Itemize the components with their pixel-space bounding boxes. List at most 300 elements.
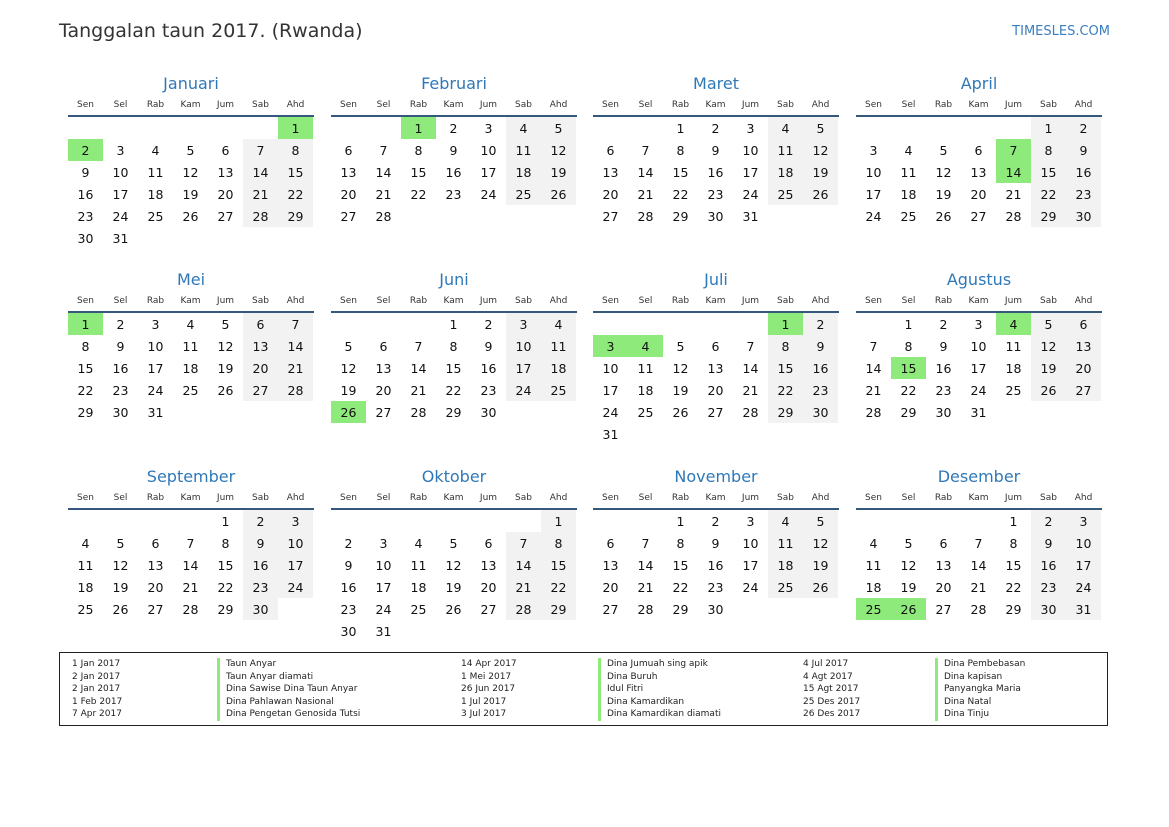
day-cell: 21 — [637, 579, 654, 595]
weekend-day-cell: 19 — [803, 554, 838, 576]
weekday-label: Kam — [180, 296, 201, 306]
day-cell: 20 — [340, 186, 357, 202]
weekend-day-cell: 9 — [1066, 139, 1101, 161]
day-cell: 15 — [410, 164, 427, 180]
day-cell: 26 — [672, 404, 689, 420]
day-cell: 14 — [970, 557, 987, 573]
day-cell: 11 — [865, 557, 882, 573]
weekend-day-cell: 22 — [541, 576, 576, 598]
empty-cell — [366, 313, 401, 335]
day-cell: 10 — [742, 535, 759, 551]
day-cell: 7 — [379, 142, 388, 158]
day-cell: 17 — [970, 360, 987, 376]
weekend-day-cell: 15 — [1031, 161, 1066, 183]
weekday-label: Sen — [340, 100, 357, 110]
weekday-header — [593, 95, 839, 117]
day-cell: 1 — [676, 120, 685, 136]
day-cell: 21 — [970, 579, 987, 595]
day-cell: 15 — [1005, 557, 1022, 573]
weekday-label: Kam — [180, 100, 201, 110]
day-cell: 8 — [221, 535, 230, 551]
day-cell: 5 — [344, 338, 353, 354]
day-cell: 5 — [676, 338, 685, 354]
day-cell: 27 — [602, 208, 619, 224]
day-cell: 16 — [340, 579, 357, 595]
day-cell: 28 — [410, 404, 427, 420]
day-cell: 17 — [742, 164, 759, 180]
weekday-label: Kam — [968, 296, 989, 306]
weekday-label: Sen — [77, 100, 94, 110]
holiday-day-cell: 14 — [996, 161, 1031, 183]
weekday-label: Rab — [934, 296, 953, 306]
weekday-header — [593, 488, 839, 510]
month-name: September — [146, 467, 236, 486]
day-cell: 23 — [340, 601, 357, 617]
holiday-date: 25 Des 2017 — [803, 696, 861, 707]
day-cell: 29 — [672, 601, 689, 617]
weekday-header — [68, 291, 314, 313]
day-cell: 28 — [182, 601, 199, 617]
day-cell: 29 — [672, 208, 689, 224]
day-cell: 14 — [182, 557, 199, 573]
day-cell: 22 — [1005, 579, 1022, 595]
day-cell: 22 — [445, 382, 462, 398]
day-cell: 17 — [742, 557, 759, 573]
day-cell: 10 — [112, 164, 129, 180]
day-cell: 1 — [221, 513, 230, 529]
day-cell: 19 — [340, 382, 357, 398]
weekend-day-cell: 25 — [768, 183, 803, 205]
weekday-label: Sab — [252, 296, 269, 306]
weekday-label: Sel — [638, 100, 653, 110]
weekend-day-cell: 13 — [1066, 335, 1101, 357]
holiday-date: 1 Mei 2017 — [461, 671, 512, 682]
weekend-day-cell: 9 — [803, 335, 838, 357]
day-cell: 11 — [410, 557, 427, 573]
weekday-header — [68, 488, 314, 510]
weekend-day-cell: 25 — [768, 576, 803, 598]
day-cell: 7 — [641, 535, 650, 551]
month-agustus — [856, 269, 1102, 423]
day-cell: 23 — [935, 382, 952, 398]
weekday-label: Sab — [777, 100, 794, 110]
day-cell: 21 — [410, 382, 427, 398]
day-cell: 3 — [151, 316, 160, 332]
holiday-day-cell: 25 — [856, 598, 891, 620]
weekend-day-cell: 26 — [1031, 379, 1066, 401]
day-cell: 5 — [116, 535, 125, 551]
weekend-day-cell: 31 — [1066, 598, 1101, 620]
holiday-name: Dina Sawise Dina Taun Anyar — [217, 683, 360, 696]
weekend-day-cell: 17 — [278, 554, 313, 576]
day-cell: 28 — [637, 208, 654, 224]
legend-name-column — [935, 658, 1025, 721]
weekday-label: Rab — [146, 100, 165, 110]
day-cell: 15 — [672, 557, 689, 573]
month-name: Mei — [176, 270, 206, 289]
day-cell: 4 — [81, 535, 90, 551]
day-cell: 3 — [116, 142, 125, 158]
day-cell: 16 — [707, 557, 724, 573]
empty-cell — [628, 510, 663, 532]
weekday-label: Sel — [113, 493, 128, 503]
day-cell: 18 — [410, 579, 427, 595]
weekend-day-cell: 5 — [1031, 313, 1066, 335]
day-cell: 13 — [217, 164, 234, 180]
day-cell: 24 — [865, 208, 882, 224]
holiday-name: Dina Tinju — [935, 708, 1025, 721]
holiday-day-cell: 1 — [768, 313, 803, 335]
day-cell: 25 — [77, 601, 94, 617]
empty-cell — [331, 313, 366, 335]
month-name: Desember — [937, 467, 1021, 486]
weekday-label: Sel — [113, 296, 128, 306]
month-januari — [68, 73, 314, 249]
holiday-date: 26 Des 2017 — [803, 709, 861, 720]
day-cell: 25 — [900, 208, 917, 224]
holiday-name: Dina kapisan — [935, 671, 1025, 684]
weekday-label: Sab — [777, 493, 794, 503]
empty-cell — [173, 510, 208, 532]
weekend-day-cell: 4 — [768, 117, 803, 139]
day-grid — [593, 313, 839, 445]
month-november — [593, 466, 839, 620]
weekend-day-cell: 8 — [768, 335, 803, 357]
day-cell: 30 — [77, 230, 94, 246]
day-cell: 15 — [217, 557, 234, 573]
day-cell: 30 — [480, 404, 497, 420]
weekday-header — [593, 291, 839, 313]
day-cell: 20 — [935, 579, 952, 595]
day-cell: 20 — [602, 186, 619, 202]
day-cell: 19 — [217, 360, 234, 376]
day-cell: 20 — [970, 186, 987, 202]
empty-cell — [628, 117, 663, 139]
day-cell: 6 — [379, 338, 388, 354]
day-cell: 18 — [637, 382, 654, 398]
day-cell: 17 — [147, 360, 164, 376]
weekday-label: Sel — [376, 493, 391, 503]
weekend-day-cell: 13 — [243, 335, 278, 357]
weekend-day-cell: 15 — [541, 554, 576, 576]
empty-cell — [471, 510, 506, 532]
empty-cell — [593, 313, 628, 335]
weekday-label: Jum — [741, 100, 760, 110]
day-cell: 10 — [480, 142, 497, 158]
weekend-day-cell: 28 — [243, 205, 278, 227]
day-cell: 4 — [414, 535, 423, 551]
holiday-day-cell: 1 — [401, 117, 436, 139]
day-cell: 18 — [77, 579, 94, 595]
day-cell: 17 — [865, 186, 882, 202]
weekday-label: Kam — [180, 493, 201, 503]
day-cell: 11 — [1005, 338, 1022, 354]
weekend-day-cell: 8 — [1031, 139, 1066, 161]
day-cell: 13 — [602, 164, 619, 180]
day-cell: 19 — [900, 579, 917, 595]
weekday-label: Kam — [705, 493, 726, 503]
day-cell: 9 — [81, 164, 90, 180]
empty-cell — [331, 117, 366, 139]
weekend-day-cell: 12 — [541, 139, 576, 161]
weekend-day-cell: 16 — [1031, 554, 1066, 576]
month-name: Februari — [421, 74, 487, 93]
day-cell: 11 — [147, 164, 164, 180]
day-cell: 3 — [746, 120, 755, 136]
holiday-date: 4 Agt 2017 — [803, 671, 853, 682]
empty-cell — [891, 510, 926, 532]
day-cell: 9 — [344, 557, 353, 573]
weekday-label: Rab — [934, 493, 953, 503]
empty-cell — [208, 117, 243, 139]
weekend-day-cell: 18 — [768, 161, 803, 183]
weekend-day-cell: 29 — [768, 401, 803, 423]
holiday-name: Idul Fitri — [598, 683, 721, 696]
weekend-day-cell: 17 — [1066, 554, 1101, 576]
day-cell: 6 — [151, 535, 160, 551]
day-cell: 17 — [480, 164, 497, 180]
weekend-day-cell: 15 — [278, 161, 313, 183]
weekday-label: Sab — [515, 296, 532, 306]
day-cell: 13 — [935, 557, 952, 573]
weekday-label: Ahd — [549, 296, 568, 306]
day-cell: 18 — [147, 186, 164, 202]
holiday-date: 1 Jan 2017 — [72, 659, 121, 669]
weekend-day-cell: 19 — [803, 161, 838, 183]
weekday-label: Sel — [901, 100, 916, 110]
holiday-name: Dina Pahlawan Nasional — [217, 696, 360, 709]
day-cell: 13 — [147, 557, 164, 573]
weekday-label: Kam — [443, 100, 464, 110]
empty-cell — [103, 117, 138, 139]
weekday-label: Sen — [865, 493, 882, 503]
day-grid — [331, 313, 577, 423]
holiday-name: Dina Buruh — [598, 671, 721, 684]
day-cell: 1 — [449, 316, 458, 332]
day-cell: 22 — [900, 382, 917, 398]
day-cell: 13 — [340, 164, 357, 180]
day-cell: 12 — [935, 164, 952, 180]
day-cell: 9 — [711, 535, 720, 551]
weekend-day-cell: 26 — [803, 576, 838, 598]
month-februari — [331, 73, 577, 227]
day-cell: 2 — [484, 316, 493, 332]
empty-cell — [593, 117, 628, 139]
empty-cell — [366, 510, 401, 532]
day-cell: 6 — [711, 338, 720, 354]
day-cell: 22 — [672, 186, 689, 202]
weekday-label: Sel — [376, 296, 391, 306]
empty-cell — [593, 510, 628, 532]
day-cell: 5 — [186, 142, 195, 158]
weekend-day-cell: 21 — [278, 357, 313, 379]
empty-cell — [891, 117, 926, 139]
day-cell: 4 — [869, 535, 878, 551]
weekday-label: Sab — [515, 493, 532, 503]
brand-link[interactable]: TIMESLES.COM — [1012, 24, 1110, 39]
weekday-header — [856, 291, 1102, 313]
day-cell: 14 — [637, 164, 654, 180]
weekend-day-cell: 9 — [243, 532, 278, 554]
weekday-header — [68, 95, 314, 117]
empty-cell — [506, 510, 541, 532]
day-cell: 25 — [637, 404, 654, 420]
empty-cell — [961, 510, 996, 532]
day-cell: 6 — [484, 535, 493, 551]
day-cell: 28 — [970, 601, 987, 617]
day-cell: 27 — [217, 208, 234, 224]
month-juli — [593, 269, 839, 445]
day-cell: 12 — [445, 557, 462, 573]
day-cell: 18 — [900, 186, 917, 202]
holiday-day-cell: 1 — [68, 313, 103, 335]
day-grid — [856, 313, 1102, 423]
empty-cell — [926, 117, 961, 139]
weekday-label: Rab — [409, 296, 428, 306]
empty-cell — [103, 510, 138, 532]
weekend-day-cell: 3 — [506, 313, 541, 335]
weekend-day-cell: 11 — [768, 532, 803, 554]
weekday-label: Ahd — [1074, 493, 1093, 503]
day-cell: 27 — [602, 601, 619, 617]
empty-cell — [243, 117, 278, 139]
weekend-day-cell: 23 — [243, 576, 278, 598]
weekday-header — [856, 488, 1102, 510]
day-cell: 21 — [375, 186, 392, 202]
day-cell: 31 — [112, 230, 129, 246]
weekend-day-cell: 20 — [1066, 357, 1101, 379]
weekend-day-cell: 15 — [768, 357, 803, 379]
day-cell: 25 — [1005, 382, 1022, 398]
weekend-day-cell: 30 — [1031, 598, 1066, 620]
weekday-label: Rab — [934, 100, 953, 110]
day-cell: 26 — [182, 208, 199, 224]
day-cell: 11 — [182, 338, 199, 354]
weekday-label: Kam — [443, 493, 464, 503]
weekend-day-cell: 16 — [243, 554, 278, 576]
day-cell: 12 — [112, 557, 129, 573]
weekend-day-cell: 29 — [541, 598, 576, 620]
weekday-label: Jum — [216, 493, 235, 503]
weekday-label: Sel — [638, 296, 653, 306]
weekday-label: Ahd — [549, 100, 568, 110]
day-cell: 29 — [217, 601, 234, 617]
day-cell: 29 — [77, 404, 94, 420]
holiday-day-cell: 3 — [593, 335, 628, 357]
holiday-day-cell: 1 — [278, 117, 313, 139]
weekend-day-cell: 1 — [541, 510, 576, 532]
day-cell: 28 — [865, 404, 882, 420]
day-cell: 1 — [904, 316, 913, 332]
day-cell: 27 — [375, 404, 392, 420]
weekday-label: Kam — [968, 100, 989, 110]
weekday-label: Jum — [1004, 100, 1023, 110]
weekend-day-cell: 17 — [506, 357, 541, 379]
holiday-day-cell: 15 — [891, 357, 926, 379]
weekday-label: Sab — [1040, 100, 1057, 110]
day-cell: 28 — [742, 404, 759, 420]
day-cell: 6 — [606, 535, 615, 551]
weekday-label: Jum — [479, 296, 498, 306]
page-title: Tanggalan taun 2017. (Rwanda) — [59, 20, 363, 42]
weekend-day-cell: 11 — [506, 139, 541, 161]
month-september — [68, 466, 314, 620]
empty-cell — [856, 117, 891, 139]
holiday-name: Dina Pengetan Genosida Tutsi — [217, 708, 360, 721]
day-cell: 29 — [445, 404, 462, 420]
weekday-label: Sen — [865, 296, 882, 306]
day-cell: 14 — [742, 360, 759, 376]
day-cell: 10 — [742, 142, 759, 158]
month-name: Oktober — [421, 467, 487, 486]
weekend-day-cell: 21 — [243, 183, 278, 205]
holiday-day-cell: 4 — [996, 313, 1031, 335]
weekday-label: Sen — [340, 493, 357, 503]
weekday-label: Kam — [705, 296, 726, 306]
day-cell: 8 — [81, 338, 90, 354]
weekend-day-cell: 10 — [506, 335, 541, 357]
weekday-label: Sab — [252, 100, 269, 110]
day-cell: 4 — [186, 316, 195, 332]
day-cell: 3 — [379, 535, 388, 551]
holiday-name: Dina Kamardikan diamati — [598, 708, 721, 721]
weekday-label: Rab — [146, 493, 165, 503]
day-cell: 12 — [217, 338, 234, 354]
weekday-label: Jum — [216, 296, 235, 306]
day-cell: 28 — [1005, 208, 1022, 224]
day-cell: 23 — [445, 186, 462, 202]
day-cell: 18 — [182, 360, 199, 376]
weekend-day-cell: 23 — [1031, 576, 1066, 598]
legend-name-column — [217, 658, 360, 721]
day-cell: 15 — [445, 360, 462, 376]
weekend-day-cell: 9 — [1031, 532, 1066, 554]
day-cell: 30 — [707, 208, 724, 224]
day-cell: 24 — [742, 579, 759, 595]
day-cell: 17 — [602, 382, 619, 398]
weekday-label: Sen — [77, 296, 94, 306]
holiday-date: 7 Apr 2017 — [72, 709, 122, 720]
weekend-day-cell: 11 — [768, 139, 803, 161]
day-cell: 6 — [974, 142, 983, 158]
weekend-day-cell: 25 — [541, 379, 576, 401]
weekday-label: Kam — [705, 100, 726, 110]
day-cell: 22 — [77, 382, 94, 398]
weekend-day-cell: 3 — [1066, 510, 1101, 532]
day-grid — [68, 510, 314, 620]
day-cell: 4 — [904, 142, 913, 158]
weekday-label: Kam — [968, 493, 989, 503]
day-grid — [593, 117, 839, 227]
day-cell: 9 — [116, 338, 125, 354]
holiday-name: Taun Anyar diamati — [217, 671, 360, 684]
day-cell: 8 — [1009, 535, 1018, 551]
weekend-day-cell: 2 — [1066, 117, 1101, 139]
weekend-day-cell: 14 — [278, 335, 313, 357]
empty-cell — [698, 313, 733, 335]
empty-cell — [401, 510, 436, 532]
weekday-label: Sab — [1040, 296, 1057, 306]
day-grid — [331, 510, 577, 642]
day-cell: 16 — [935, 360, 952, 376]
weekend-day-cell: 2 — [243, 510, 278, 532]
weekday-label: Sel — [901, 493, 916, 503]
holiday-date: 2 Jan 2017 — [72, 684, 121, 695]
weekend-day-cell: 26 — [541, 183, 576, 205]
weekend-day-cell: 12 — [1031, 335, 1066, 357]
weekday-label: Ahd — [811, 296, 830, 306]
legend-date-column — [461, 658, 517, 721]
